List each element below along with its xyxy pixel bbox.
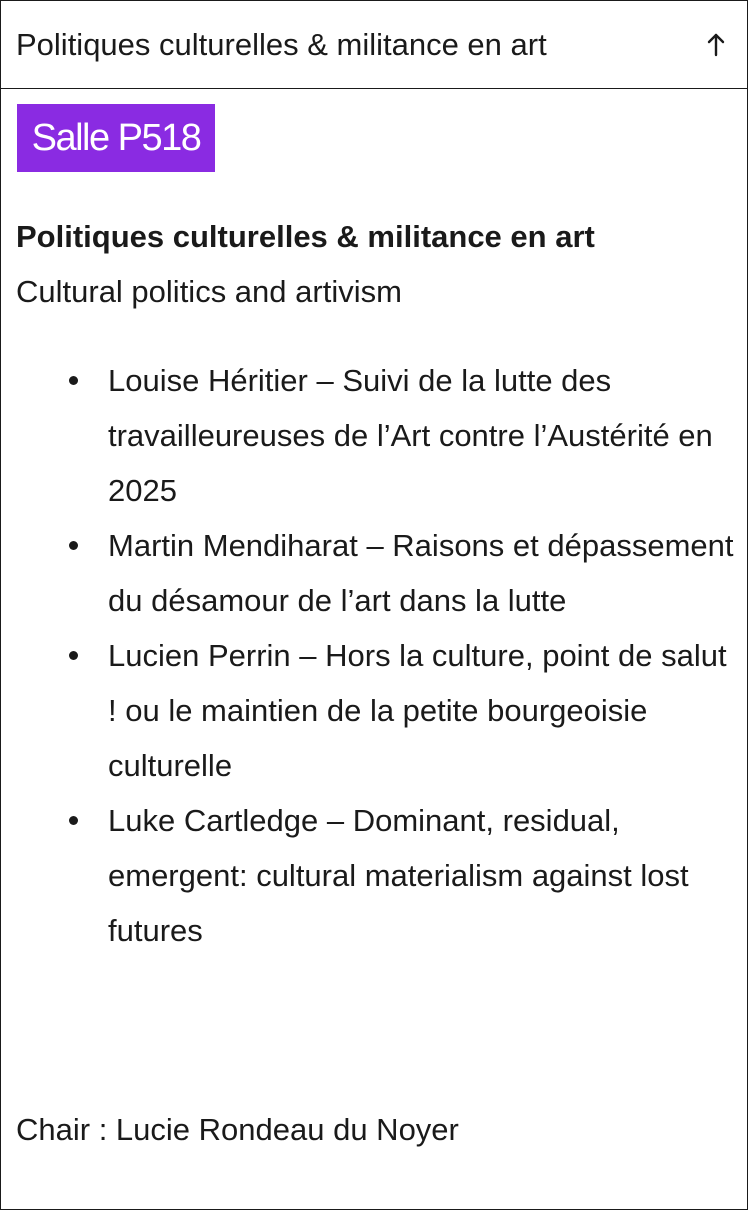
arrow-up-icon[interactable] bbox=[701, 30, 731, 60]
talk-item bbox=[1, 793, 747, 958]
talk-item bbox=[1, 518, 747, 628]
session-title: Politiques culturelles & militance en art bbox=[16, 219, 595, 254]
session-chair: Chair : Lucie Rondeau du Noyer bbox=[16, 1112, 459, 1147]
accordion-header[interactable] bbox=[1, 1, 747, 89]
talk-item bbox=[1, 628, 747, 793]
talk-text: Martin Mendiharat – Raisons et dépassement du désamour de l’art dans la lutte bbox=[108, 528, 734, 618]
talk-text: Louise Héritier – Suivi de la lutte des travailleureuses de l’Art contre l’Austérité en 2025 bbox=[108, 363, 713, 508]
talk-text: Lucien Perrin – Hors la culture, point de salut ! ou le maintien de la petite bourgeoisie culturelle bbox=[108, 638, 727, 783]
bullet bbox=[69, 816, 78, 825]
accordion-title: Politiques culturelles & militance en art bbox=[16, 27, 547, 62]
session-subtitle: Cultural politics and artivism bbox=[16, 274, 402, 309]
talk-text: Luke Cartledge – Dominant, residual, emergent: cultural materialism against lost futures bbox=[108, 803, 689, 948]
talk-item bbox=[1, 353, 747, 518]
bullet bbox=[69, 651, 78, 660]
talk-list bbox=[1, 353, 747, 958]
bullet bbox=[69, 376, 78, 385]
bullet bbox=[69, 541, 78, 550]
room-badge: Salle P518 bbox=[17, 104, 215, 172]
